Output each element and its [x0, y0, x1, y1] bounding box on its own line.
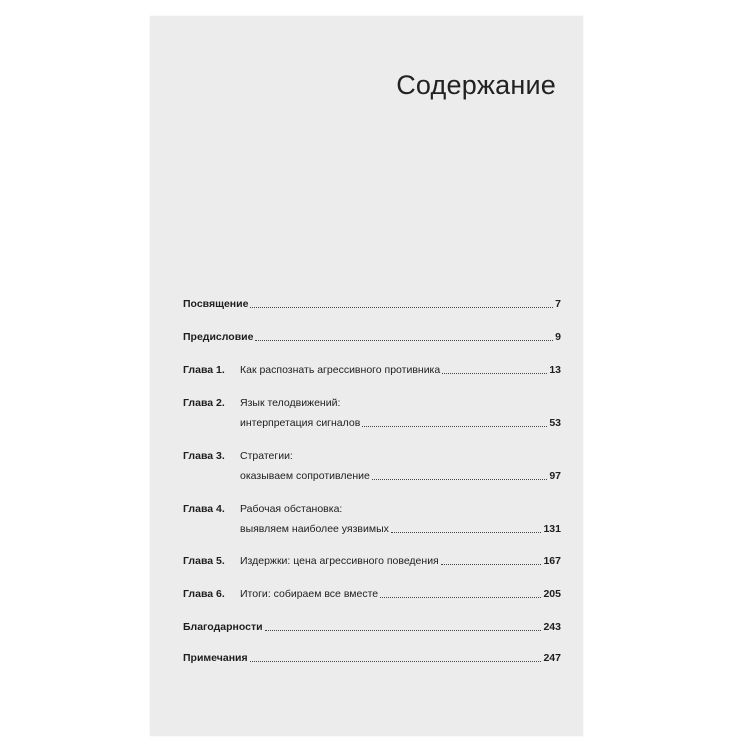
toc-entry-subtitle: оказываем сопротивление — [240, 470, 370, 482]
chapter-number: Глава 6. — [183, 588, 225, 600]
dot-leader — [380, 597, 541, 598]
toc-page-number: 9 — [555, 331, 561, 343]
toc-page-number: 13 — [549, 364, 561, 376]
toc-page-number: 167 — [543, 555, 561, 567]
toc-entry-preface — [183, 331, 561, 344]
dot-leader — [250, 307, 553, 308]
dot-leader — [441, 564, 542, 565]
toc-entry-title: Благодарности — [183, 621, 263, 633]
toc-page-number: 243 — [543, 621, 561, 633]
toc-entry-chapter-1 — [183, 364, 561, 377]
toc-entry-chapter-3 — [183, 450, 561, 483]
toc-entry-chapter-4 — [183, 503, 561, 536]
book-page — [150, 16, 583, 736]
toc-entry-notes — [183, 652, 561, 665]
toc-entry-acknowledgements — [183, 621, 561, 634]
toc-entry-title: Язык телодвижений: — [240, 397, 341, 409]
chapter-number: Глава 2. — [183, 397, 225, 409]
chapter-number: Глава 1. — [183, 364, 225, 376]
toc-entry-dedication — [183, 298, 561, 311]
dot-leader — [250, 661, 542, 662]
dot-leader — [372, 479, 547, 480]
toc-entry-subtitle: выявляем наиболее уязвимых — [240, 523, 389, 535]
toc-entry-title: Примечания — [183, 652, 248, 664]
toc-entry-title: Как распознать агрессивного противника — [240, 364, 441, 376]
toc-entry-title: Издержки: цена агрессивного поведения — [240, 555, 439, 567]
chapter-number: Глава 5. — [183, 555, 225, 567]
chapter-number: Глава 3. — [183, 450, 225, 462]
toc-entry-subtitle: интерпретация сигналов — [240, 417, 361, 429]
dot-leader — [255, 340, 553, 341]
toc-entry-title: Итоги: собираем все вместе — [240, 588, 379, 600]
toc-page-number: 97 — [549, 470, 561, 482]
chapter-number: Глава 4. — [183, 503, 225, 515]
dot-leader — [362, 426, 547, 427]
toc-page-number: 7 — [555, 298, 561, 310]
dot-leader — [265, 630, 542, 631]
toc-entry-chapter-2 — [183, 397, 561, 430]
toc-entry-title: Предисловие — [183, 331, 254, 343]
toc-page-number: 131 — [543, 523, 561, 535]
toc-page-number: 247 — [543, 652, 561, 664]
toc-entry-chapter-5 — [183, 555, 561, 568]
toc-entry-title: Рабочая обстановка: — [240, 503, 343, 515]
toc-page-number: 205 — [543, 588, 561, 600]
dot-leader — [442, 373, 547, 374]
toc-entry-title: Стратегии: — [240, 450, 293, 462]
toc-entry-title: Посвящение — [183, 298, 249, 310]
toc-entry-chapter-6 — [183, 588, 561, 601]
dot-leader — [391, 532, 542, 533]
page-title: Содержание — [396, 70, 556, 100]
toc-page-number: 53 — [549, 417, 561, 429]
